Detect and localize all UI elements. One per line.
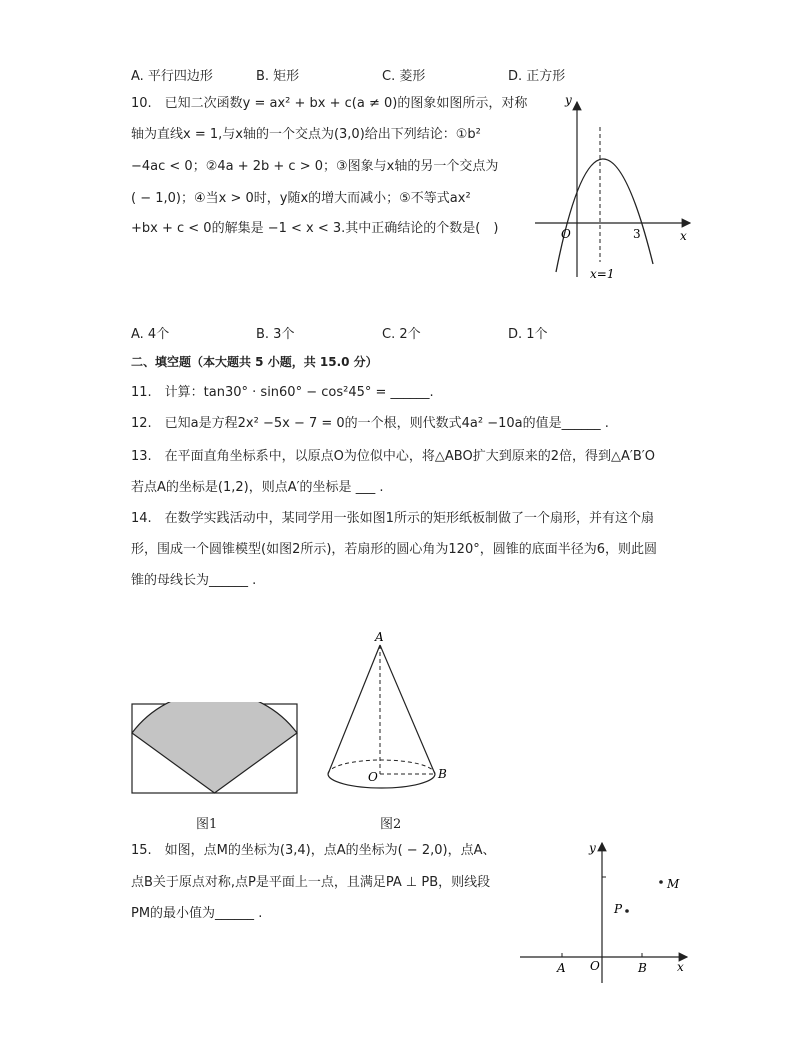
y-label: y — [565, 93, 572, 107]
q10-option-a: A. 4个 — [131, 327, 170, 342]
cone-left-edge — [328, 645, 380, 774]
x-label: x — [680, 229, 687, 243]
y-label: y — [589, 841, 596, 855]
q15-line-1: 15. 如图，点M的坐标为(3,4)，点A的坐标为( − 2,0)，点A、 — [131, 843, 496, 858]
origin-label: O — [590, 959, 600, 973]
q10-option-d: D. 1个 — [508, 327, 548, 342]
cone-edge-label: B — [438, 767, 447, 781]
symmetry-label: x=1 — [590, 267, 615, 281]
q11-text: 11. 计算：tan30° · sin60° − cos²45° = ______. — [131, 385, 434, 400]
a-label: A — [557, 961, 566, 975]
q13-line-1: 13. 在平面直角坐标系中，以原点O为位似中心，将△ABO扩大到原来的2倍，得到△A′B′O — [131, 449, 655, 464]
q10-line-3: −4ac < 0；②4a + 2b + c > 0；③图象与x轴的另一个交点为 — [131, 159, 499, 174]
q9-option-c: C. 菱形 — [382, 69, 426, 84]
figure2-caption: 图2 — [380, 817, 402, 832]
q15-coordinate-graph — [515, 838, 695, 988]
p-label: P — [614, 902, 623, 916]
cone-base-front — [328, 774, 435, 788]
section-header: 二、填空题（本大题共 5 小题，共 15.0 分） — [131, 355, 378, 369]
q13-line-2: 若点A的坐标是(1,2)，则点A′的坐标是 ___ . — [131, 480, 384, 495]
origin-label: O — [561, 227, 571, 241]
figure2-cone — [320, 628, 460, 798]
q14-line-2: 形，围成一个圆锥模型(如图2所示)，若扇形的圆心角为120°，圆锥的底面半径为6，则此圆 — [131, 542, 657, 557]
cone-apex-label: A — [375, 630, 384, 644]
root-label: 3 — [633, 227, 641, 241]
q12-text: 12. 已知a是方程2x² −5x − 7 = 0的一个根，则代数式4a² −10a的值是______ . — [131, 416, 609, 431]
figure1-rectangle-sector — [130, 702, 300, 797]
point-p — [625, 909, 629, 913]
parabola-curve — [556, 159, 653, 272]
x-label: x — [677, 960, 684, 974]
q14-line-1: 14. 在数学实践活动中，某同学用一张如图1所示的矩形纸板制做了一个扇形，并有这个扇 — [131, 511, 654, 526]
point-m — [659, 880, 663, 884]
q10-option-b: B. 3个 — [256, 327, 295, 342]
q10-line-1: 10. 已知二次函数y = ax² + bx + c(a ≠ 0)的图象如图所示，对称 — [131, 96, 528, 111]
cone-center-label: O — [368, 770, 378, 784]
q9-option-a: A. 平行四边形 — [131, 69, 213, 84]
q9-option-d: D. 正方形 — [508, 69, 566, 84]
q10-line-2: 轴为直线x = 1,与x轴的一个交点为(3,0)给出下列结论：①b² — [131, 127, 481, 142]
q10-parabola-graph — [530, 92, 700, 287]
figure1-caption: 图1 — [196, 817, 218, 832]
q10-option-c: C. 2个 — [382, 327, 421, 342]
m-label: M — [667, 877, 680, 891]
q15-line-2: 点B关于原点对称,点P是平面上一点，且满足PA ⊥ PB，则线段 — [131, 875, 491, 890]
q14-line-3: 锥的母线长为______ . — [131, 573, 257, 588]
q10-line-4: ( − 1,0)；④当x > 0时，y随x的增大而减小；⑤不等式ax² — [131, 191, 471, 206]
q15-line-3: PM的最小值为______ . — [131, 906, 263, 921]
q9-option-b: B. 矩形 — [256, 69, 300, 84]
cone-base-back — [328, 760, 435, 774]
cone-right-edge — [380, 645, 435, 774]
b-label: B — [638, 961, 647, 975]
q10-line-5: +bx + c < 0的解集是 −1 < x < 3.其中正确结论的个数是( ) — [131, 221, 499, 236]
